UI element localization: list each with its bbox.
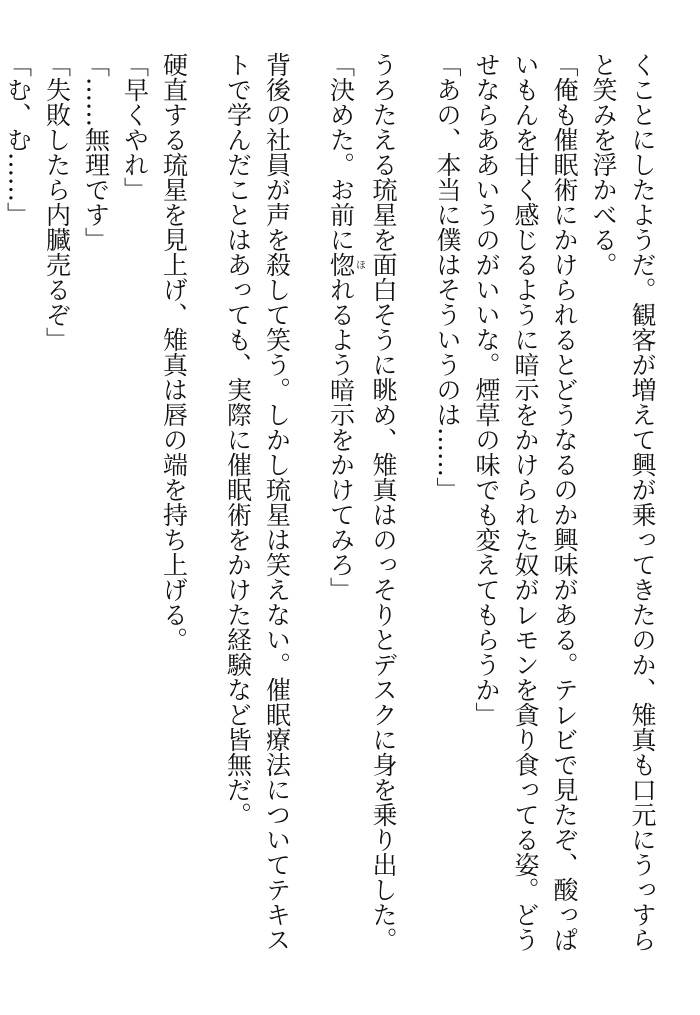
furigana-ruby: 惚ほ	[326, 252, 365, 277]
furigana-reading: ほ	[353, 252, 365, 277]
paragraph-1: くことにしたようだ。観客が増えて興が乗ってきたのか、雉真も口元にうっすらと笑みを浮かべる。	[589, 52, 657, 952]
paragraph-3: 「あの、本当に僕はそういうのは……」	[433, 52, 462, 502]
paragraph-4: うろたえる琉星を面白そうに眺め、雉真はのっそりとデスクに身を乗り出した。	[369, 52, 398, 952]
vertical-text-block	[3, 52, 662, 972]
paragraph-8: 「早くやれ」	[120, 52, 150, 202]
paragraph-6: 背後の社員が声を殺して笑う。しかし琉星は笑えない。催眠療法についてテキストで学んだことはあっても、実際に催眠術をかけた経験など皆無だ。	[223, 52, 292, 952]
paragraph-5: 「決めた。お前に惚ほれるよう暗示をかけてみろ」	[326, 52, 365, 602]
paragraph-11: 「む、む……」	[3, 52, 33, 227]
paragraph-7: 硬直する琉星を見上げ、雉真は唇の端を持ち上げる。	[159, 52, 189, 652]
paragraph-2: 「俺も催眠術にかけられるとどうなるのか興味がある。テレビで見たぞ、酸っぱいもんを甘く感じるように暗示をかけられた奴がレモンを貪り食ってる姿。どうせならああいうのがいいな。煙草の味でも変えてもらうか」	[472, 52, 579, 952]
paragraph-10: 「失敗したら内臓売るぞ」	[42, 52, 72, 352]
paragraph-9: 「……無理です」	[81, 52, 111, 252]
